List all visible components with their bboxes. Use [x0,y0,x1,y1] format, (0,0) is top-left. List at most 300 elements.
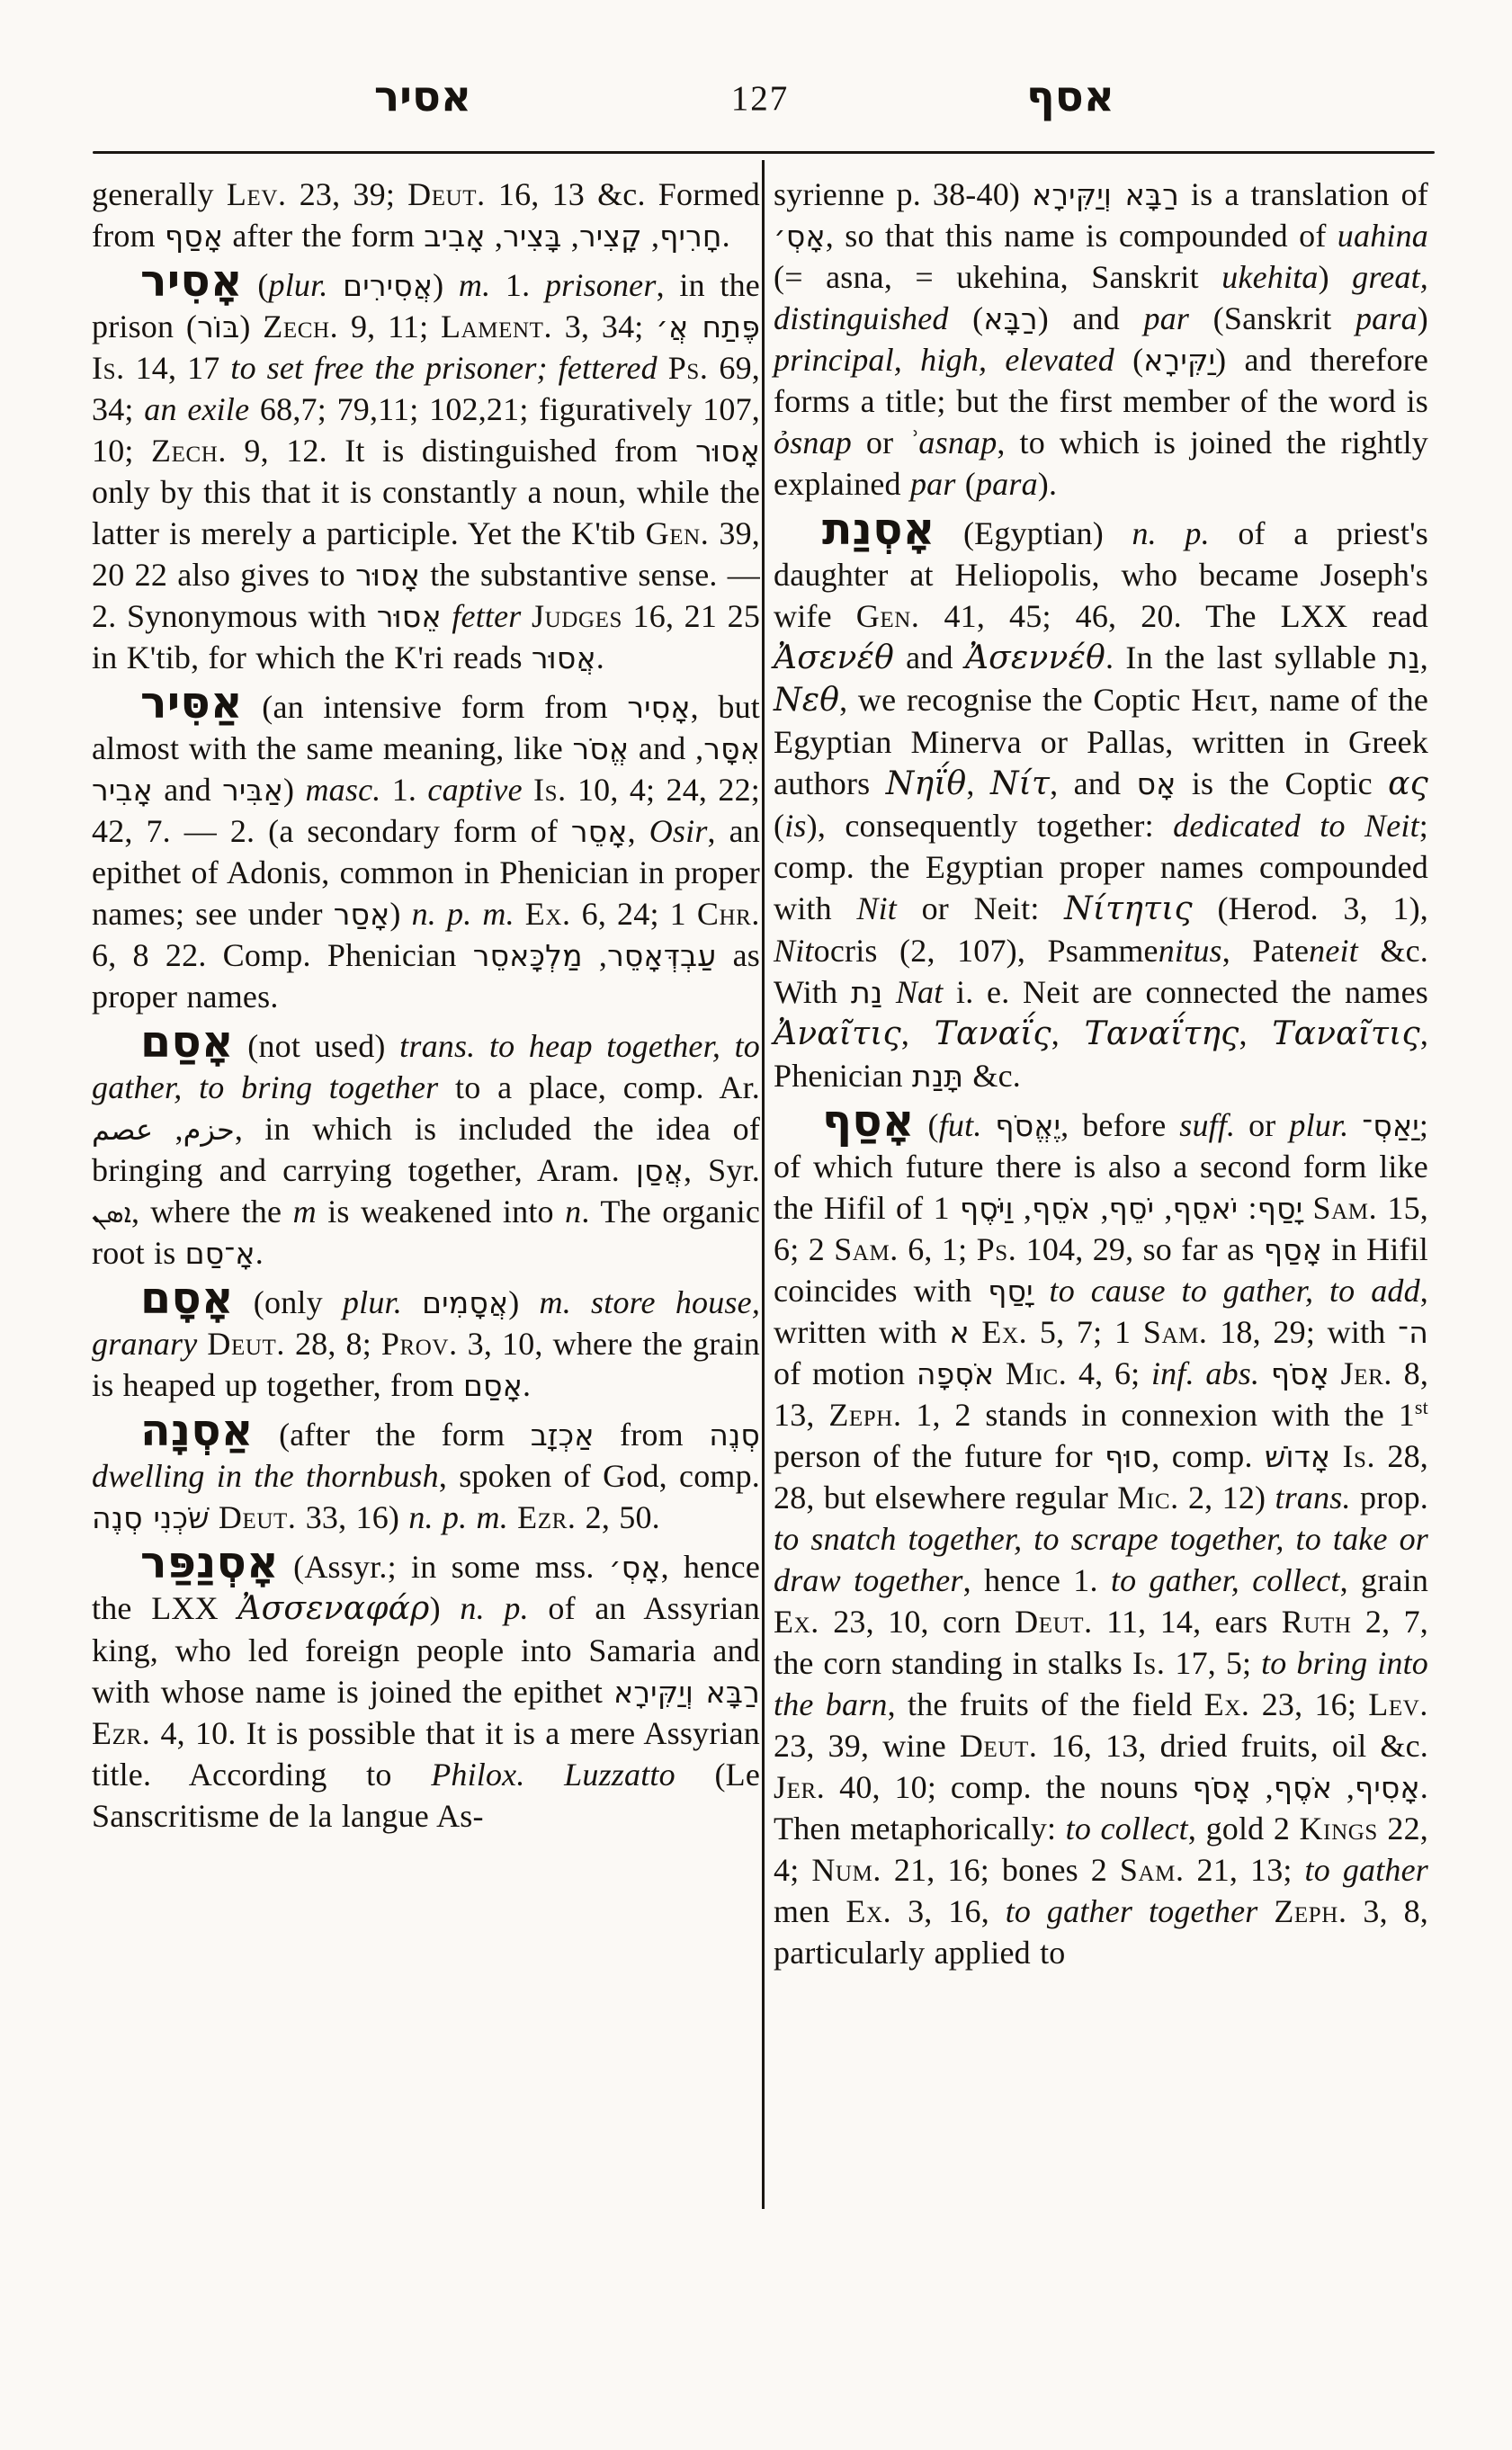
text-segment: Zech. [151,433,228,469]
text-segment: רַבָּא וְיַקִּירָא [1032,177,1179,212]
entry-headword: אָסִיר [140,255,243,307]
text-segment: prisoner [544,267,657,303]
text-segment: Sam. [1119,1852,1185,1888]
text-segment: 3, 34; [552,308,657,344]
text-segment: great, distinguished [774,259,1429,336]
text-segment: ukehita [1221,259,1319,295]
text-segment: אָסַף [1263,1232,1323,1267]
text-segment: fetter [452,598,522,634]
text-segment: Gen. [645,515,710,551]
text-segment: Mic. [1117,1480,1179,1516]
text-segment: אָסוּר [695,434,760,469]
text-segment: Deut. [407,176,486,212]
text-segment: , [1090,1190,1109,1226]
text-segment: or [1235,1107,1290,1143]
text-segment: ; of which future there is also a second form like the Hifil of [774,1107,1429,1226]
text-segment: , comp. [1151,1438,1265,1474]
text-segment: , [641,218,660,254]
text-segment: (not used) [233,1028,400,1064]
text-segment: prop. [1350,1480,1428,1516]
text-segment: , in which is included the idea of bringing and carrying together, Aram. [92,1111,761,1188]
text-segment: as proper names. [92,937,761,1015]
text-segment: יָסַף [1257,1191,1303,1226]
text-segment: ( [955,466,976,502]
text-segment: , to which is joined the rightly explained [774,425,1428,502]
text-segment: חָרִיף [659,219,722,254]
text-segment: in Hifil coincides with [774,1231,1429,1309]
entry-asaph [774,1095,1429,1973]
text-segment: 1 [933,1190,1313,1226]
text-segment: אָסוּר [355,558,420,593]
text-segment: 28, 28, but elsewhere regular [774,1438,1428,1516]
text-segment: Ex. [845,1893,892,1929]
text-segment: (only [233,1284,343,1320]
text-segment: אֲסִירִים [343,268,434,303]
text-segment: from [594,1417,710,1453]
text-segment: אֲסוּר [531,640,596,675]
text-segment: and [152,772,223,808]
text-segment: dwelling in the thornbush [92,1458,439,1494]
text-segment: רַבָּא [983,301,1038,336]
text-segment: תָּנַת [911,1059,964,1094]
text-segment: ). [1037,466,1058,502]
text-segment: אֹסְפָה [916,1356,995,1391]
text-segment: plur. [342,1284,402,1320]
text-segment: 21, 16; bones 2 [881,1852,1120,1888]
text-segment: , [966,765,990,801]
text-segment: 16, 21 25 in K'tib, for which the K'ri reads [92,598,761,675]
text-segment: , [1332,1769,1355,1805]
text-segment: n. p. m. [408,1499,508,1535]
text-segment: , [1250,1769,1274,1805]
text-segment: m. [458,267,491,303]
text-segment: Philox. Luzzatto [431,1757,675,1793]
text-segment: generally [92,176,227,212]
text-segment: 5, 7; 1 [1027,1314,1143,1350]
text-segment: 9, 11; [338,308,442,344]
text-segment: אָ־סַם [184,1236,255,1271]
page-number: 127 [730,79,790,118]
text-segment: , Phenician [774,1015,1429,1094]
text-segment: to snatch together, to scrape together, to take or draw together [774,1521,1428,1598]
text-segment: Is. [1132,1645,1166,1681]
text-segment: &c. With [774,933,1428,1010]
text-segment: אָבִיר [92,773,153,808]
text-segment [1258,1893,1275,1929]
text-segment: to gather [1304,1852,1429,1888]
text-segment: 16, 13 &c. Formed from [92,176,760,254]
text-segment: , [153,1111,183,1147]
text-segment: 104, 29, so far as [1016,1231,1264,1267]
text-segment: n. p. m. [411,896,514,932]
text-segment: . In the last syllable [1105,639,1389,675]
text-segment: 23, 16; [1249,1686,1369,1722]
text-segment: . [595,639,604,675]
text-segment: (after the form [253,1417,531,1453]
entry-headword: אָסְנַת [822,504,935,555]
text-segment [970,1314,982,1350]
text-segment: 22, 4; [774,1811,1428,1888]
text-segment: אָדוֹשׁ [1264,1439,1331,1474]
text-segment: para [975,466,1038,502]
entry-headword: אָסְנַפַּר [140,1537,279,1588]
text-segment: to gather together [1005,1893,1258,1929]
text-segment: , [1013,1190,1033,1226]
text-segment: and [893,639,965,675]
entry-osnath [774,504,1429,1096]
text-segment: ) [283,772,306,808]
text-segment: 4, 6; [1067,1355,1151,1391]
text-segment: , [1419,639,1428,675]
text-segment: , [1239,1015,1273,1051]
text-segment: אָסַם [463,1368,523,1403]
text-segment: is weakened into [316,1194,566,1229]
text-segment: מַלְכָּאסֵר [472,938,583,973]
text-segment: 28, 8; [284,1326,381,1362]
text-segment: 2, 50. [576,1499,660,1535]
text-segment: trans. to heap together, to gather, to bring together [92,1028,760,1105]
text-segment: אָסֹף [1192,1770,1251,1805]
text-segment: Nit [774,933,814,969]
text-segment: Prov. [380,1326,458,1362]
text-segment [523,772,533,808]
entry-headword: אָסַם [140,1016,234,1068]
text-segment: neit [1309,933,1358,969]
text-segment: בּוֹר [197,309,240,344]
text-segment: 4, 10. It is possible that it is a mere Assyrian title. According to [92,1715,760,1793]
text-segment: ) [433,267,459,303]
text-segment [442,598,452,634]
entry-asam-noun [92,1273,761,1406]
text-segment: , in the prison ( [92,267,760,344]
text-segment: Zeph. [1274,1893,1347,1929]
text-segment: Ἀσσεναφάρ [237,1590,430,1627]
text-segment: to bring into the barn [774,1645,1428,1722]
text-segment: פֶּתַח אֲ׳ [656,309,760,344]
text-segment: , [561,218,579,254]
text-segment: 39, 20 22 also gives to [92,515,760,593]
text-segment: ( [242,267,269,303]
text-segment: יָסַף [988,1274,1033,1309]
text-segment: syrienne p. 38-40) [774,176,1033,212]
text-segment: , so that this name is compounded of [825,218,1338,254]
text-segment: , and [1050,765,1137,801]
text-segment: to gather, collect [1110,1562,1340,1598]
text-segment: Ταναῖτις [1272,1015,1420,1052]
text-segment: נַת [1388,640,1420,675]
text-segment [658,350,668,386]
text-segment: Jer. [774,1769,826,1805]
text-segment: , [627,813,649,849]
text-segment: , [582,937,608,973]
text-segment: or [852,425,908,460]
text-segment: , Syr. [683,1152,760,1188]
text-segment: אָסֵר [570,814,628,849]
text-segment: , the fruits of the field [887,1686,1204,1722]
text-segment: m [292,1194,317,1229]
column-divider [762,160,765,2209]
text-segment [1329,1355,1341,1391]
text-segment: to collect [1065,1811,1188,1846]
text-segment: , we recognise the Coptic [839,682,1192,718]
text-segment: (Le Sanscritisme de la langue As- [92,1757,760,1834]
text-segment: 33, 16) [296,1499,409,1535]
text-segment: inf. abs. [1150,1355,1260,1391]
entry-asnah [92,1405,761,1538]
text-segment: ) and therefore forms a title; but the first member of the word is [774,342,1429,419]
text-segment: Ps. [667,350,709,386]
text-segment: Ηειτ [1191,682,1251,718]
text-segment: ) [429,1590,461,1626]
continuation-osnappar [774,174,1428,505]
text-segment: , [1051,1015,1085,1051]
text-segment: 68,7; 79,11; 102,21; figuratively 107, 10; [92,391,760,469]
text-segment: ας [1388,765,1428,802]
text-segment: , [1154,1190,1173,1226]
text-segment: is a translation of [1178,176,1428,212]
text-segment: , hence 1. [962,1562,1111,1598]
text-segment: אֲסָמִים [422,1285,509,1320]
text-segment: captive [427,772,523,808]
text-segment: ) and [1037,300,1144,336]
text-segment: אַכְזָב [530,1417,595,1453]
text-segment: Ex. [981,1314,1028,1350]
text-segment: . [721,218,730,254]
text-segment: אָסִיר [627,690,691,725]
text-segment: Osir [649,813,708,849]
entry-headword: אַסְנָה [140,1405,254,1456]
text-segment: para [1355,300,1418,336]
entry-headword: אַסִּיר [140,677,243,729]
text-segment: Judges [532,598,622,634]
text-segment: 17, 5; [1165,1645,1262,1681]
text-segment: 69, 34; [92,350,760,427]
guide-word-right: אסף [1026,72,1114,121]
text-segment: ) [389,896,412,932]
text-segment: (Herod. 3, 1), [1192,890,1428,926]
text-segment: שֹׁכְנִי סְנֶה [92,1500,210,1535]
text-segment: יֶאֱסֹף [995,1108,1061,1143]
text-segment: Ταναΐς [934,1015,1051,1052]
text-segment: 6, 8 22. Comp. Phenician [92,937,473,973]
text-segment: , but almost with the same meaning, like [92,689,760,766]
text-segment: , grain [1339,1562,1429,1598]
text-segment: Num. [811,1852,881,1888]
text-segment: אָסִיף [1355,1770,1420,1805]
text-segment: , before [1060,1107,1180,1143]
text-segment [982,1107,996,1143]
text-segment: to a place, comp. Ar. [438,1069,761,1105]
text-segment: n. p. [1132,515,1210,551]
text-segment: of motion [774,1355,917,1391]
text-segment: אֹסֶף [1273,1770,1333,1805]
text-segment: (= asna, = ukehina, Sanskrit [774,259,1222,295]
text-segment: principal, high, elevated [774,342,1114,378]
text-segment: Is. [92,350,125,386]
text-segment: ) [1318,259,1353,295]
text-segment: ( [914,1107,939,1143]
text-segment: , hence the LXX [92,1549,760,1626]
entry-asam-root [92,1016,761,1274]
text-segment: 21, 13; [1184,1852,1305,1888]
text-segment: Mic. [1005,1355,1068,1391]
text-segment: and [629,730,696,766]
text-segment: the substantive sense. — 2. Synonymous with [92,557,760,634]
text-segment: Sam. [1312,1190,1378,1226]
continuation-previous-entry [92,174,760,256]
text-segment: אֲסַן [635,1153,684,1188]
text-segment: אֱסֹר [572,731,630,766]
text-segment [402,1284,422,1320]
text-segment: סְנֶה [709,1417,760,1453]
text-segment: is the Coptic [1176,765,1389,801]
text-segment: , [900,1015,935,1051]
text-segment: person of the future for [774,1438,1105,1474]
text-segment: , spoken of God, comp. [438,1458,761,1494]
text-segment: uahina [1337,218,1428,254]
text-segment: 1, 2 stands in connexion with the 1 [901,1397,1415,1433]
text-segment: 41, 45; 46, 20. The LXX read [919,598,1428,634]
text-segment: 8, 13, [774,1355,1429,1433]
text-segment: רַבָּא וְיַקִּירָא [613,1675,760,1710]
text-segment: אָס [1136,766,1176,801]
text-segment: suff. [1179,1107,1236,1143]
text-segment: . The organic root is [92,1194,760,1271]
text-segment: Jer. [1340,1355,1392,1391]
text-segment: (Egyptian) [935,515,1132,551]
right-column [774,174,1428,1973]
text-segment: Ταναΐτης [1084,1015,1239,1052]
text-segment: ocris (2, 107), Psamme [813,933,1159,969]
text-segment [328,267,344,303]
text-segment: 6, 1; [898,1231,977,1267]
text-segment: (Assyr.; in some mss. [278,1549,609,1585]
text-segment: אִסָּר [703,731,760,766]
text-segment: Deut. [1015,1604,1093,1640]
text-segment: Is. [1342,1438,1376,1474]
text-segment: Nat [895,974,944,1010]
text-segment: i. e. Neit are connected the names [943,974,1428,1010]
text-segment: 1. [490,267,545,303]
text-segment: יֹסֵף [1108,1191,1155,1226]
text-segment: ʾasnap [908,425,998,460]
text-segment: Nit [856,890,898,926]
text-segment [1348,1107,1362,1143]
text-segment: 15, 6; 2 [774,1190,1429,1267]
text-segment [994,1355,1006,1391]
text-segment: יַאַסְ־ [1362,1108,1419,1143]
text-segment: Lev. [226,176,287,212]
text-segment: 1. [380,772,428,808]
text-segment: Ἀσενέθ [774,639,894,676]
text-segment: Kings [1299,1811,1378,1846]
text-segment: to set free the prisoner; fettered [230,350,658,386]
text-segment: fut. [938,1107,982,1143]
text-segment: . [523,1367,532,1403]
text-segment: or Neit: [897,890,1065,926]
text-segment: אַבִּיר [222,773,284,808]
text-segment: , gold 2 [1187,1811,1300,1846]
text-segment: אָסְ׳ [608,1550,661,1585]
text-segment: עַבְדְּאָסֵר [607,938,717,973]
text-segment: ) [1417,300,1428,336]
text-segment: נַת [850,975,883,1010]
text-segment: 16, 13, dried fruits, oil &c. [1037,1728,1428,1764]
text-segment: Lev. [1368,1686,1428,1722]
text-segment: Ezr. [517,1499,577,1535]
text-segment: men [774,1893,846,1929]
text-segment: of a priest's daughter at Heliopolis, who became Joseph's wife [774,515,1429,634]
text-segment: . [255,1235,264,1271]
text-segment: , [695,730,704,766]
text-segment: Ex. [774,1604,819,1640]
entry-assir [92,677,761,1017]
text-segment: Ps. [976,1231,1017,1267]
entry-headword: אָסַף [822,1095,915,1147]
left-column [92,174,760,1837]
text-segment: : [1238,1190,1257,1226]
entry-asir [92,255,761,678]
text-segment: 14, 17 [124,350,231,386]
text-segment: סוּף [1105,1439,1152,1474]
text-segment [1330,1438,1342,1474]
text-segment: אֹסֵף [1032,1191,1091,1226]
text-segment: 23, 10, corn [819,1604,1015,1640]
text-segment: Is. [533,772,567,808]
text-segment: 3, 8, particularly applied to [774,1893,1429,1971]
text-segment: ( [1114,342,1144,378]
text-segment: 3, 10, where the grain is heaped up together, from [92,1326,760,1403]
text-segment: יַקִּירָא [1143,343,1216,378]
text-segment: ) [239,308,264,344]
text-segment: masc. [305,772,381,808]
header-rule [93,151,1435,154]
text-segment: 3, 16, [891,1893,1006,1929]
text-segment: Νίτητις [1064,890,1193,927]
text-segment: 23, 39, wine [774,1728,960,1764]
text-segment: n [565,1194,582,1229]
text-segment: Ezr. [92,1715,151,1751]
text-segment: אָסֹף [1270,1356,1330,1391]
text-segment [508,1499,517,1535]
text-segment: ( [774,808,785,844]
text-segment: Lament. [441,308,553,344]
text-segment: 2, 7, the corn standing in stalks [774,1604,1428,1681]
text-segment: Νεθ [774,682,840,719]
text-segment: only by this that it is constantly a noun, while the latter is merely a participle. Yet the K'tib [92,474,760,551]
text-segment: Ruth [1281,1604,1352,1640]
text-segment: par [1143,300,1190,336]
guide-word-left: אסיר [373,72,472,121]
text-segment: קָצִיר [578,219,642,254]
text-segment: is [784,808,807,844]
text-segment: nitus [1158,933,1222,969]
text-segment: after the form [223,218,425,254]
text-segment: Sam. [1142,1314,1208,1350]
text-segment: ; comp. the Egyptian proper names compounded with [774,808,1428,926]
text-segment: 18, 29; with [1207,1314,1399,1350]
text-segment: 11, 14, ears [1092,1604,1282,1640]
text-segment: Ἀναῖτις [774,1015,901,1052]
text-segment: א [949,1315,970,1350]
text-segment: אֵסוּר [376,599,442,634]
entry-headword: אָסָם [140,1273,234,1324]
text-segment [1259,1355,1271,1391]
text-segment: 9, 12. It is distinguished from [227,433,696,469]
text-segment: (Sanskrit [1189,300,1355,336]
text-segment: ỏsnap [774,425,853,460]
text-segment: 2, 12) [1178,1480,1275,1516]
